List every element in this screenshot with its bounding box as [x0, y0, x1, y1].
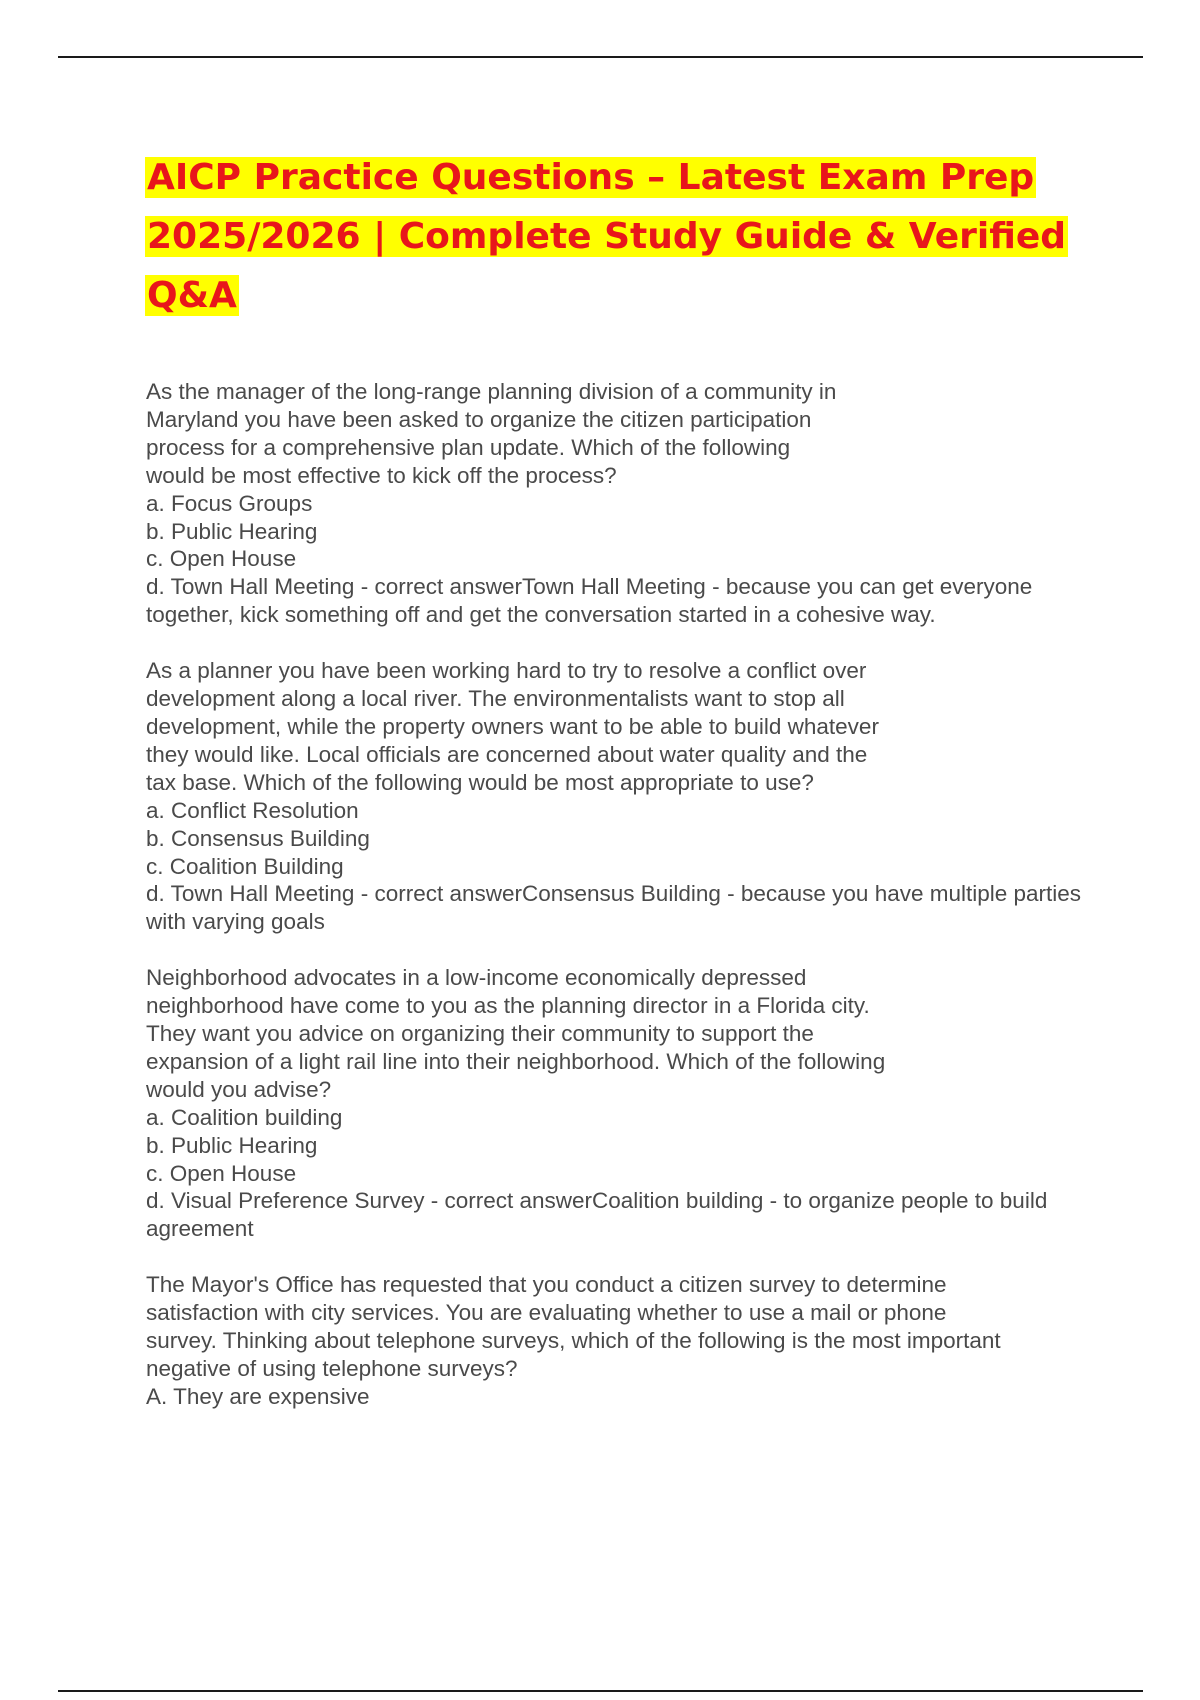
answer-option: a. Conflict Resolution	[146, 797, 359, 823]
question-stem-line: tax base. Which of the following would be most appropriate to use?	[146, 769, 814, 795]
question-stem-line: Neighborhood advocates in a low-income economically depressed	[146, 965, 807, 991]
question-stem-line: Maryland you have been asked to organize the citizen participation	[146, 406, 812, 432]
correct-answer: d. Visual Preference Survey - correct answerCoalition building - to organize people to build agreement	[146, 1188, 1048, 1242]
answer-option: c. Open House	[146, 1160, 297, 1186]
answer-option: b. Consensus Building	[146, 825, 370, 851]
question-stem-line: would be most effective to kick off the process?	[146, 462, 617, 488]
questions-list	[146, 378, 1096, 1439]
answer-option: A. They are expensive	[146, 1383, 370, 1409]
correct-answer: d. Town Hall Meeting - correct answerConsensus Building - because you have multiple parties with varying goals	[146, 881, 1082, 935]
answer-option: c. Open House	[146, 546, 297, 572]
correct-answer: d. Town Hall Meeting - correct answerTown Hall Meeting - because you can get everyone together, kick something off and get the conversation started in a cohesive way.	[146, 574, 1033, 628]
question-stem-line: survey. Thinking about telephone surveys, which of the following is the most important	[146, 1328, 1001, 1354]
question-stem-line: As the manager of the long-range planning division of a community in	[146, 379, 837, 404]
title-line-2: 2025/2026 | Complete Study Guide & Verified	[147, 216, 1067, 257]
question-stem-line: expansion of a light rail line into their neighborhood. Which of the following	[146, 1048, 886, 1074]
document-title	[145, 148, 1095, 325]
question-stem-line: development along a local river. The environmentalists want to stop all	[146, 686, 845, 712]
question-stem-line: would you advise?	[146, 1076, 332, 1102]
question-stem-line: As a planner you have been working hard to try to resolve a conflict over	[146, 658, 867, 684]
question-4	[146, 1271, 1096, 1411]
answer-option: b. Public Hearing	[146, 1132, 318, 1158]
question-stem-line: The Mayor's Office has requested that you conduct a citizen survey to determine	[146, 1272, 947, 1298]
answer-option: a. Focus Groups	[146, 490, 313, 516]
answer-option: a. Coalition building	[146, 1104, 343, 1130]
question-2	[146, 657, 1096, 936]
question-1	[146, 378, 1096, 629]
answer-option: c. Coalition Building	[146, 853, 344, 879]
question-stem-line: They want you advice on organizing their community to support the	[146, 1021, 814, 1047]
question-stem-line: they would like. Local officials are concerned about water quality and the	[146, 741, 868, 767]
question-3	[146, 964, 1096, 1243]
question-stem-line: negative of using telephone surveys?	[146, 1356, 518, 1381]
question-stem-line: development, while the property owners want to be able to build whatever	[146, 713, 879, 739]
question-stem-line: process for a comprehensive plan update. Which of the following	[146, 434, 791, 460]
question-stem-line: satisfaction with city services. You are evaluating whether to use a mail or phone	[146, 1300, 947, 1326]
title-line-3: Q&A	[147, 275, 237, 316]
top-rule	[58, 56, 1143, 58]
bottom-rule	[58, 1690, 1143, 1692]
title-line-1: AICP Practice Questions – Latest Exam Prep	[147, 157, 1035, 198]
answer-option: b. Public Hearing	[146, 518, 318, 544]
question-stem-line: neighborhood have come to you as the planning director in a Florida city.	[146, 993, 870, 1019]
